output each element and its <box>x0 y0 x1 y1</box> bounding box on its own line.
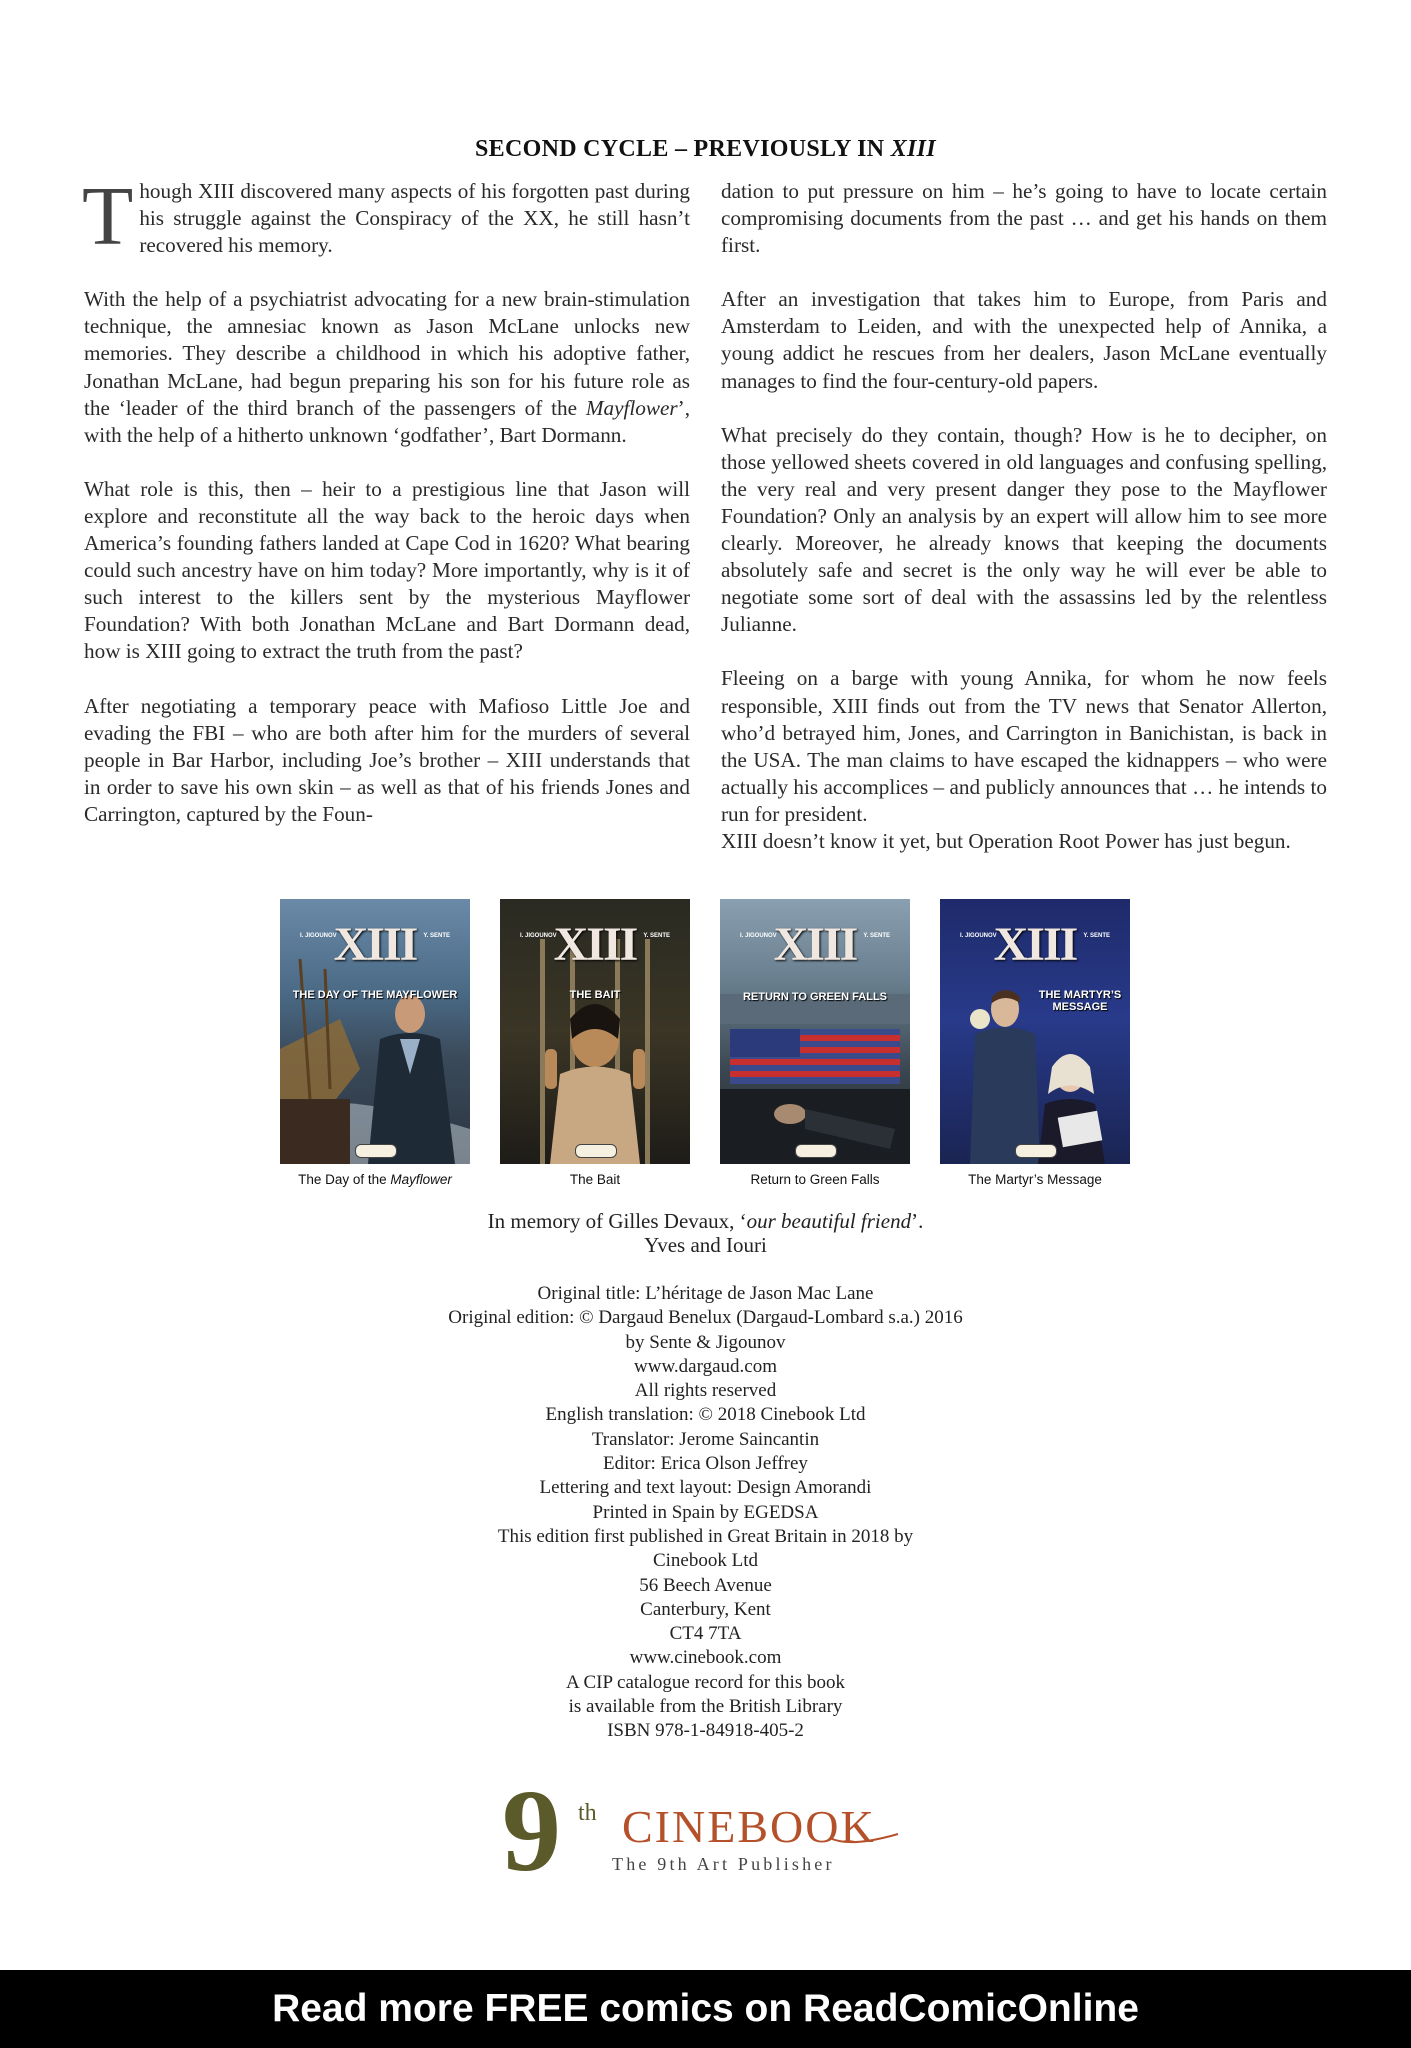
logo-suffix: th <box>578 1800 597 1826</box>
cover-image <box>500 899 690 1164</box>
paragraph: What precisely do they contain, though? How is he to decipher, on those yellowed sheets covered in old languages and confusing spelling, the very real and very present danger they pose to the Mayflower Foundation? Only an analysis by an expert will allow him to see more clearly. Moreover, he already knows that keeping the documents absolutely safe and secret is the only way he will ever be able to negotiate some sort of deal with the assassins led by the relentless Julianne. <box>721 422 1327 637</box>
cover-caption: The Day of the Mayflower <box>298 1172 452 1187</box>
credit-line: Cinebook Ltd <box>652 1550 759 1572</box>
cover-title: THE BAIT <box>569 989 621 1001</box>
paragraph: Though XIII discovered many aspects of his forgotten past during his struggle against the Conspiracy of the XX, he still hasn’t recovered his memory. <box>82 170 690 263</box>
dedication-signature: Yves and Iouri <box>644 1233 767 1257</box>
cover-day-of-the-mayflower <box>280 899 470 1187</box>
credit-line: All rights reserved <box>634 1380 777 1402</box>
logo-numeral: 9 <box>502 1778 561 1888</box>
xiii-logo: XIII <box>773 918 857 971</box>
cinebook-badge-icon <box>575 1144 617 1158</box>
xiii-logo: XIII <box>553 918 637 971</box>
credit-line: 56 Beech Avenue <box>639 1574 772 1596</box>
credit-line: A CIP catalogue record for this book <box>566 1671 845 1693</box>
promo-banner[interactable] <box>0 1970 1411 2048</box>
cinebook-badge-icon <box>355 1144 397 1158</box>
credit-line: CT4 7TA <box>669 1623 742 1645</box>
cover-authors: I. JIGOUNOV Y. SENTE <box>740 933 890 939</box>
credit-line: www.cinebook.com <box>629 1647 782 1669</box>
cover-caption: The Bait <box>569 1172 621 1187</box>
paragraph: dation to put pressure on him – he’s going to have to locate certain compromising documents from the past … and get his hands on them first. <box>721 179 1327 258</box>
cover-caption: Return to Green Falls <box>750 1172 880 1187</box>
credit-line: English translation: © 2018 Cinebook Ltd <box>545 1404 866 1426</box>
album-covers <box>280 899 1132 1191</box>
page-title-emph: XIII <box>890 136 936 162</box>
credits <box>0 1282 1411 1744</box>
cinebook-badge-icon <box>1015 1144 1057 1158</box>
cinebook-badge-icon <box>795 1144 837 1158</box>
page-title: SECOND CYCLE – PREVIOUSLY IN XIII <box>475 136 936 162</box>
credit-line: is available from the British Library <box>568 1696 843 1718</box>
left-column <box>82 170 690 855</box>
cover-image <box>720 899 910 1164</box>
cover-the-martyrs-message <box>940 899 1130 1187</box>
credit-line: by Sente & Jigounov <box>625 1331 786 1353</box>
cover-title: THE MARTYR’S MESSAGE <box>1038 989 1122 1013</box>
paragraph: After an investigation that takes him to Europe, from Paris and Amsterdam to Leiden, and with the unexpected help of Annika, a young addict he rescues from her dealers, Jason McLane eventually manages to find the four-century-old papers. <box>721 287 1327 393</box>
cover-title: RETURN TO GREEN FALLS <box>742 991 888 1003</box>
cover-return-to-green-falls <box>720 899 910 1187</box>
logo-name: CINEBOOK <box>622 1801 876 1852</box>
xiii-logo: XIII <box>993 918 1077 971</box>
drop-cap: T <box>82 170 134 263</box>
cover-image <box>940 899 1130 1164</box>
dedication <box>0 1209 1411 1257</box>
paragraph: With the help of a psychiatrist advocating for a new brain-stimulation technique, the amnesiac known as Jason McLane unlocks new memories. They describe a childhood in which his adoptive father, Jonathan McLane, had begun preparing his son for his future role as the ‘leader of the third branch of the passengers of the Mayflower’, with the help of a hitherto unknown ‘godfather’, Bart Dormann. <box>84 287 690 447</box>
promo-banner-text: Read more FREE comics on ReadComicOnline <box>272 1987 1139 2030</box>
credit-line: Printed in Spain by EGEDSA <box>592 1501 819 1523</box>
paragraph: After negotiating a temporary peace with Mafioso Little Joe and evading the FBI – who are both after him for the murders of several people in Bar Harbor, including Joe’s brother – XIII understands that in order to save his own skin – as well as that of his friends Jones and Carrington, captured by the Foun- <box>84 693 690 826</box>
paragraph: Fleeing on a barge with young Annika, for whom he now feels responsible, XIII finds out from the TV news that Senator Allerton, who’d betrayed him, Jones, and Carrington in Banichistan, is back in the USA. The man claims to have escaped the kidnappers – who were actually his accomplices – and publicly announces that … he intends to run for president. XIII doesn’t know it yet, but Operation Root Power has just begun. <box>721 666 1327 853</box>
cover-image <box>280 899 470 1164</box>
credit-line: Canterbury, Kent <box>640 1598 771 1620</box>
paragraph: What role is this, then – heir to a prestigious line that Jason will explore and reconstitute all the way back to the heroic days when America’s founding fathers landed at Cape Cod in 1620? What bearing could such ancestry have on him today? More importantly, why is it of such interest to the killers sent by the mysterious Mayflower Foundation? With both Jonathan McLane and Bart Dormann dead, how is XIII going to extract the truth from the past? <box>84 476 690 664</box>
cover-caption: The Martyr’s Message <box>968 1172 1102 1187</box>
cover-title: THE DAY OF THE MAYFLOWER <box>292 989 458 1001</box>
credit-line: Editor: Erica Olson Jeffrey <box>603 1453 808 1475</box>
right-column <box>721 178 1327 855</box>
cinebook-logo <box>500 1778 920 1888</box>
credit-line: www.dargaud.com <box>634 1355 777 1377</box>
credit-line: ISBN 978-1-84918-405-2 <box>607 1720 804 1742</box>
cover-authors: I. JIGOUNOV Y. SENTE <box>960 933 1110 939</box>
cover-authors: I. JIGOUNOV Y. SENTE <box>520 933 670 939</box>
cover-the-bait <box>500 899 690 1187</box>
xiii-logo: XIII <box>333 918 417 971</box>
dedication-line: In memory of Gilles Devaux, ‘our beautiful friend’. <box>487 1209 924 1233</box>
logo-tagline: The 9th Art Publisher <box>612 1854 835 1874</box>
credit-line: Lettering and text layout: Design Amorandi <box>539 1477 872 1499</box>
credit-line: This edition first published in Great Britain in 2018 by <box>497 1525 914 1547</box>
cover-authors: I. JIGOUNOV Y. SENTE <box>300 933 450 939</box>
credit-line: Translator: Jerome Saincantin <box>591 1428 820 1450</box>
credit-line: Original edition: © Dargaud Benelux (Dargaud-Lombard s.a.) 2016 <box>448 1307 963 1329</box>
credit-line: Original title: L’héritage de Jason Mac Lane <box>537 1283 874 1304</box>
